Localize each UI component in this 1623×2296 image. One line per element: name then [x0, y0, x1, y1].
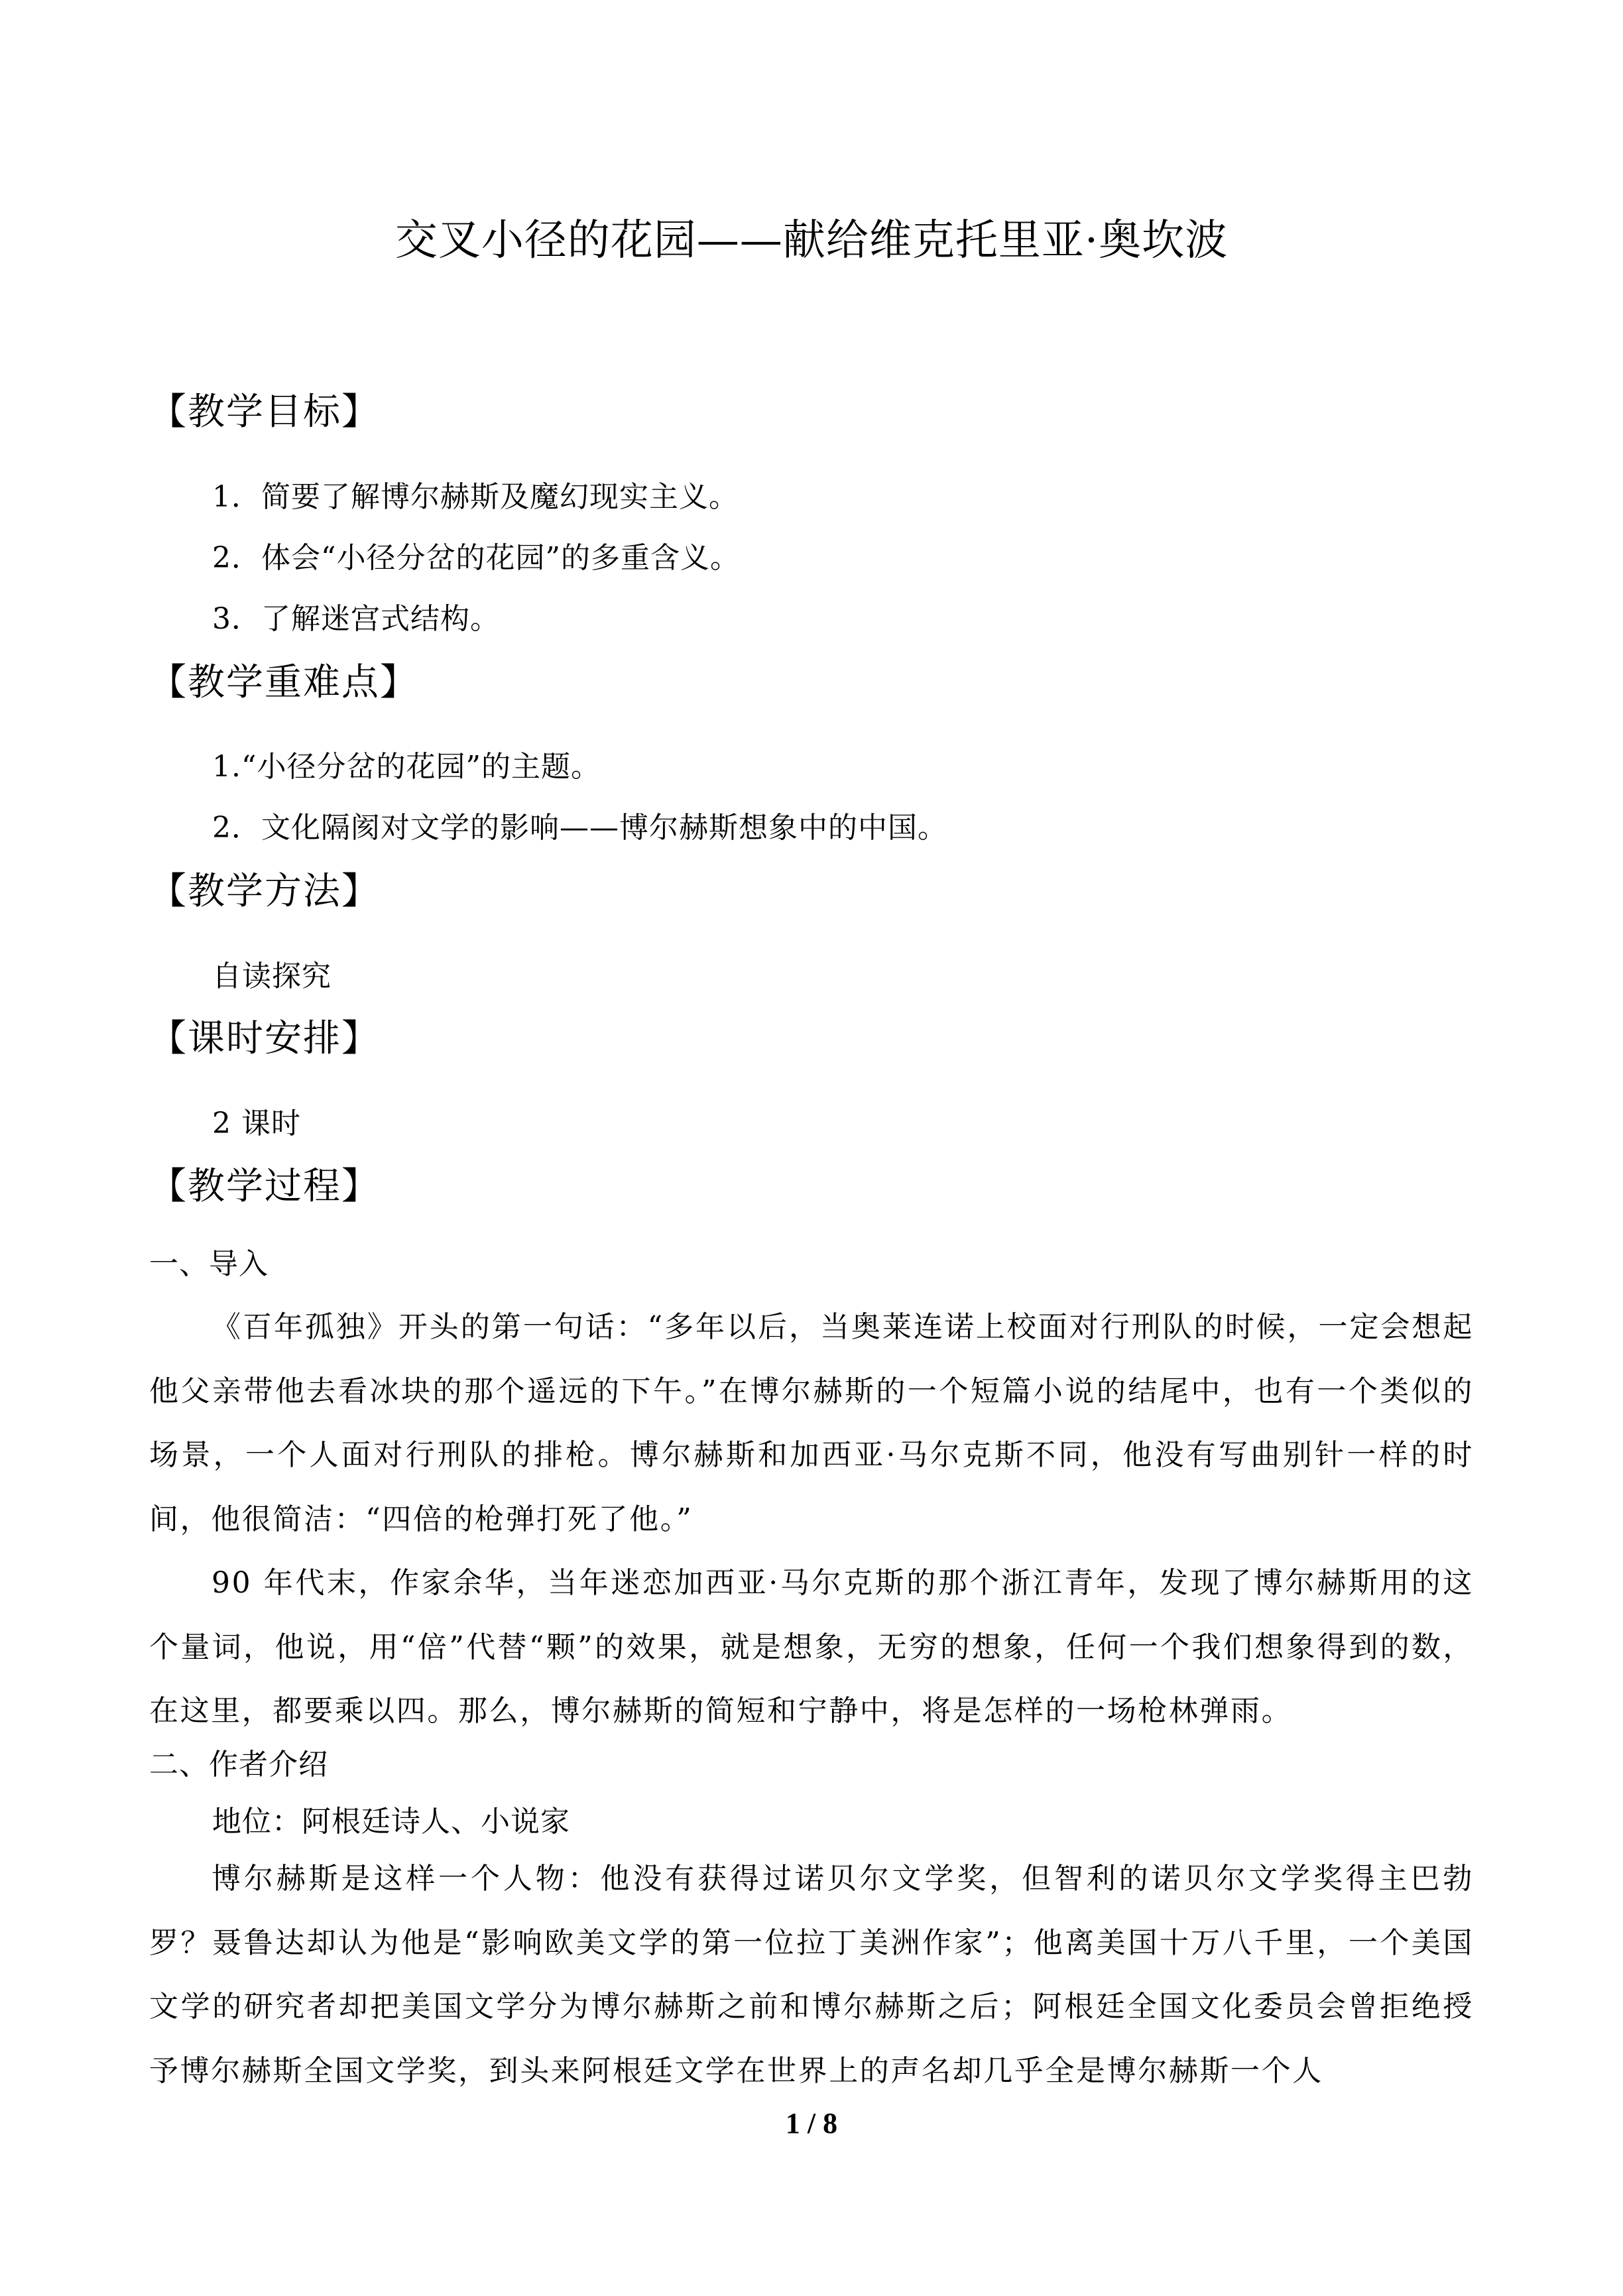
key-point-item-2: 2．文化隔阂对文学的影响——博尔赫斯想象中的中国。 — [212, 811, 947, 845]
author-status: 地位：阿根廷诗人、小说家 — [212, 1805, 570, 1839]
heading-objectives: 【教学目标】 — [149, 391, 380, 434]
methods-text: 自读探究 — [212, 959, 331, 993]
intro-paragraph-2: 90 年代末，作家余华，当年迷恋加西亚·马尔克斯的那个浙江青年，发现了博尔赫斯用的这个量词，他说，用“倍”代替“颗”的效果，就是想象，无穷的想象，任何一个我们想象得到的数，在这里，都要乘以四。那么，博尔赫斯的简短和宁静中，将是怎样的一场枪林弹雨。 — [149, 1566, 1474, 1728]
key-point-item-1: 1.“小径分岔的花园”的主题。 — [212, 750, 601, 784]
schedule-text: 2 课时 — [212, 1107, 301, 1140]
objective-item-1: 1．简要了解博尔赫斯及魔幻现实主义。 — [212, 480, 739, 514]
heading-process: 【教学过程】 — [149, 1165, 380, 1208]
objective-item-3: 3．了解迷宫式结构。 — [212, 602, 500, 636]
author-paragraph: 博尔赫斯是这样一个人物：他没有获得过诺贝尔文学奖，但智利的诺贝尔文学奖得主巴勃罗？聂鲁达却认为他是“影响欧美文学的第一位拉丁美洲作家”；他离美国十万八千里，一个美国文学的研究者却把美国文学分为博尔赫斯之前和博尔赫斯之后；阿根廷全国文化委员会曾拒绝授予博尔赫斯全国文学奖，到头来阿根廷文学在世界上的声名却几乎全是博尔赫斯一个人 — [149, 1862, 1474, 2088]
heading-key-points: 【教学重难点】 — [149, 661, 418, 704]
process-part2-title: 二、作者介绍 — [149, 1748, 328, 1782]
intro-paragraph-1: 《百年孤独》开头的第一句话：“多年以后，当奥莱连诺上校面对行刑队的时候，一定会想起他父亲带他去看冰块的那个遥远的下午。”在博尔赫斯的一个短篇小说的结尾中，也有一个类似的场景，一个人面对行刑队的排枪。博尔赫斯和加西亚·马尔克斯不同，他没有写曲别针一样的时间，他很简洁：“四倍的枪弹打死了他。” — [149, 1310, 1474, 1536]
heading-schedule: 【课时安排】 — [149, 1017, 380, 1060]
heading-methods: 【教学方法】 — [149, 870, 380, 913]
page-number: 1 / 8 — [785, 2107, 838, 2140]
process-part1-title: 一、导入 — [149, 1247, 269, 1281]
document-title: 交叉小径的花园——献给维克托里亚·奥坎波 — [394, 216, 1229, 265]
objective-item-2: 2．体会“小径分岔的花园”的多重含义。 — [212, 541, 740, 575]
